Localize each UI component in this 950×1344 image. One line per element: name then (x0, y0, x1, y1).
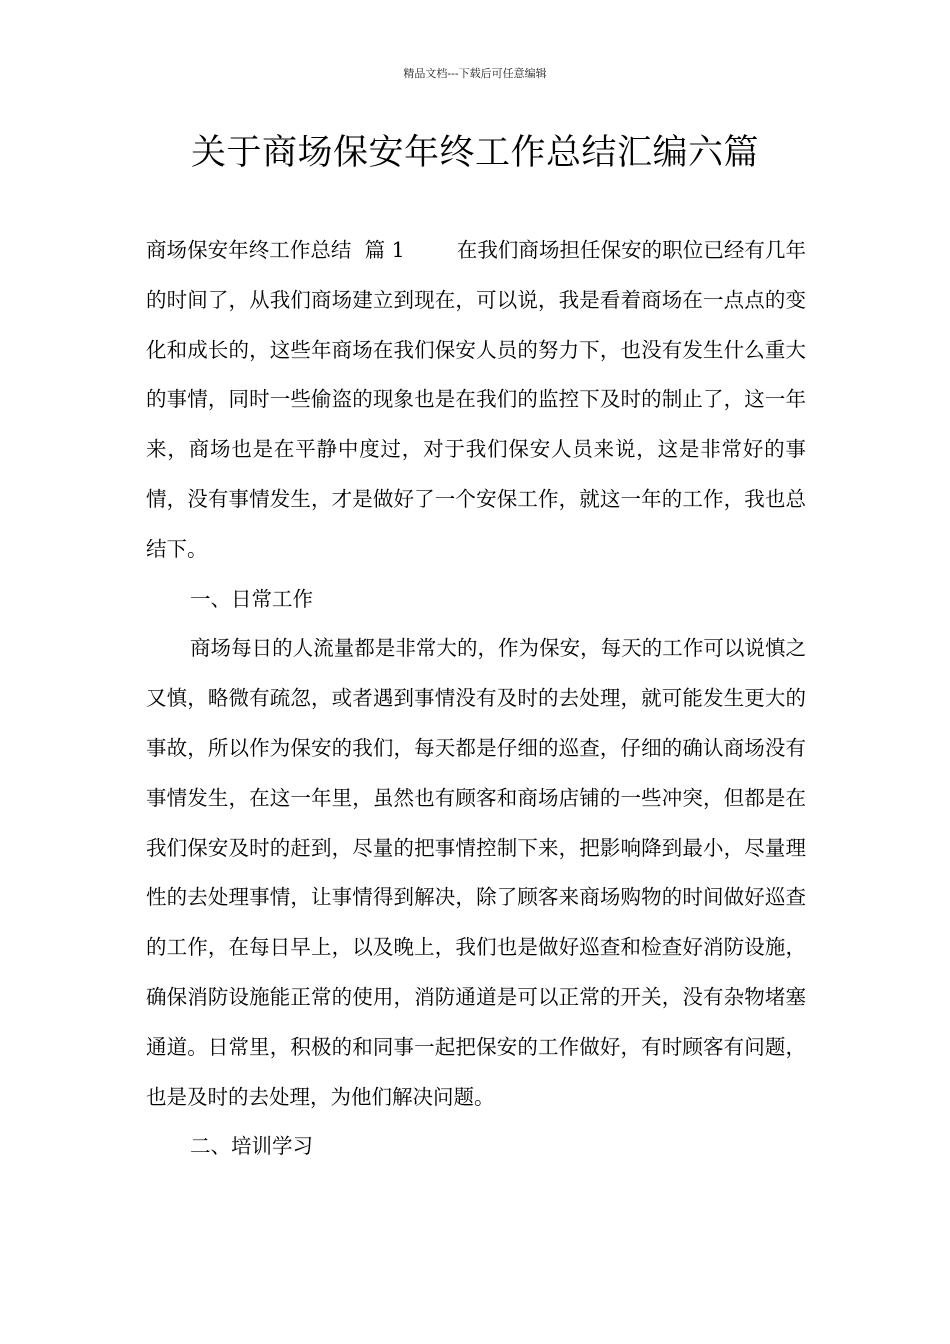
document-title: 关于商场保安年终工作总结汇编六篇 (190, 133, 759, 173)
paragraph-daily-work: 商场每日的人流量都是非常大的，作为保安，每天的工作可以说慎之又慎，略微有疏忽，或者遇到事情没有及时的去处理，就可能发生更大的事故，所以作为保安的我们，每天都是仔细的巡查，仔细的确认商场没有事情发生，在这一年里，虽然也有顾客和商场店铺的一些冲突，但都是在我们保安及时的赶到，尽量的把事情控制下来，把影响降到最小，尽量理性的去处理事情，让事情得到解决，除了顾客来商场购物的时间做好巡查的工作，在每日早上，以及晚上，我们也是做好巡查和检查好消防设施，确保消防设施能正常的使用，消防通道是可以正常的开关，没有杂物堵塞通道。日常里，积极的和同事一起把保安的工作做好，有时顾客有问题，也是及时的去处理，为他们解决问题。 (146, 636, 806, 1109)
header-note: 精品文档---下载后可任意编辑 (403, 67, 547, 80)
paragraph-text: 在我们商场担任保安的职位已经有几年的时间了，从我们商场建立到现在，可以说，我是看着商场在一点点的变化和成长的，这些年商场在我们保安人员的努力下，也没有发生什么重大的事情，同时一些偷盗的现象也是在我们的监控下及时的制止了，这一年来，商场也是在平静中度过，对于我们保安人员来说，这是非常好的事情，没有事情发生，才是做好了一个安保工作，就这一年的工作，我也总结下。 (146, 238, 807, 561)
document-body (146, 226, 806, 1172)
intro-paragraph (146, 226, 806, 575)
subheading-daily-work: 一、日常工作 (190, 586, 313, 611)
section-heading-1: 商场保安年终工作总结 篇 1 (146, 238, 405, 262)
subheading-training: 二、培训学习 (190, 1134, 313, 1159)
